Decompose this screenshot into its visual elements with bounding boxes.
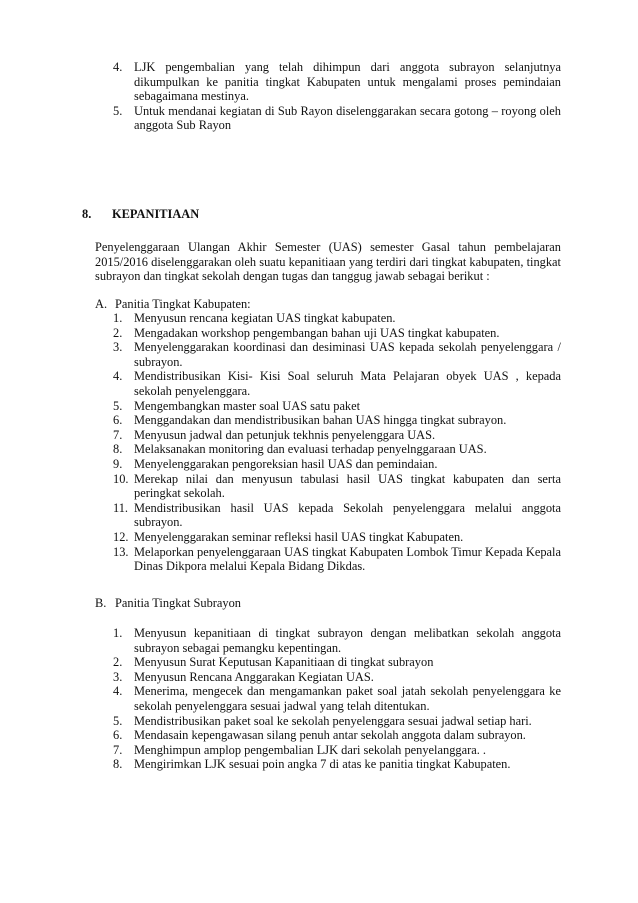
list-item (113, 670, 561, 685)
list-item (113, 530, 561, 545)
list-item-number: 9. (113, 456, 123, 471)
list-item (113, 714, 561, 729)
list-item (113, 684, 561, 713)
list-item (113, 728, 561, 743)
list-item-text: Menyelenggarakan pengoreksian hasil UAS dan pemindaian. (134, 456, 438, 471)
list-item (113, 545, 561, 574)
list-item (113, 626, 561, 655)
list-item (113, 655, 561, 670)
list-item-number: 5. (113, 103, 123, 118)
list-item (113, 472, 561, 501)
subsection-title: Panitia Tingkat Subrayon (115, 596, 241, 610)
list-item (113, 311, 561, 326)
list-item-text: Menggandakan dan mendistribusikan bahan UAS hingga tingkat subrayon. (134, 413, 507, 428)
list-item-number: 3. (113, 669, 123, 684)
list-item (113, 60, 561, 104)
list-item (113, 442, 561, 457)
list-item-text: Melaksanakan monitoring dan evaluasi terhadap penyelnggaraan UAS. (134, 442, 487, 457)
list-item (113, 757, 561, 772)
list-item (113, 399, 561, 414)
list-item-text: Mendistribusikan Kisi- Kisi Soal seluruh Mata Pelajaran obyek UAS , kepada sekolah penyelenggara. (134, 369, 561, 398)
subsection-heading-b (95, 596, 241, 611)
list-item-number: 3. (113, 340, 123, 355)
list-item-number: 1. (113, 311, 123, 325)
list-item-text: Menyelenggarakan koordinasi dan desiminasi UAS kepada sekolah penyelenggara / subrayon. (134, 340, 561, 369)
subsection-letter: A. (95, 297, 108, 311)
section-heading (82, 207, 199, 222)
list-item (113, 340, 561, 369)
list-item-number: 4. (113, 369, 123, 384)
list-item-number: 4. (113, 684, 123, 699)
subsection-letter: B. (95, 596, 107, 610)
list-item-number: 11. (113, 500, 129, 515)
list-item-text: Menyusun Rencana Anggarakan Kegiatan UAS. (134, 669, 374, 684)
list-item-number: 4. (113, 60, 123, 74)
list-item-number: 8. (113, 757, 123, 772)
list-item (113, 326, 561, 341)
section-intro-paragraph: Penyelenggaraan Ulangan Akhir Semester (UAS) semester Gasal tahun pembelajaran 2015/2016 diselenggarakan oleh suatu kepanitiaan yang terdiri dari tingkat kabupaten, tingkat subrayon dan tingkat sekolah dengan tugas dan tanggug jawab sebagai berikut : (95, 240, 561, 284)
list-item (113, 369, 561, 398)
list-item-text: Menyusun kepanitiaan di tingkat subrayon dengan melibatkan sekolah anggota subrayon sebagai pemangku kepentingan. (134, 626, 561, 655)
panitia-kabupaten-list (113, 311, 561, 574)
list-item-text: Merekap nilai dan menyusun tabulasi hasil UAS tingkat kabupaten dan serta peringkat sekolah. (134, 471, 561, 501)
list-item-number: 2. (113, 325, 123, 340)
list-item-text: Melaporkan penyelenggaraan UAS tingkat Kabupaten Lombok Timur Kepada Kepala Dinas Dikpora melalui Kepala Bidang Dikdas. (134, 544, 561, 574)
panitia-subrayon-list (113, 626, 561, 772)
list-item-number: 5. (113, 713, 123, 728)
list-item-number: 10. (113, 471, 129, 486)
list-item-text: Mendasain kepengawasan silang penuh antar sekolah anggota dalam subrayon. (134, 728, 526, 743)
list-item-text: Mendistribusikan hasil UAS kepada Sekolah penyelenggara melalui anggota subrayon. (134, 500, 561, 530)
list-item-text: Menyelenggarakan seminar refleksi hasil UAS tingkat Kabupaten. (134, 529, 464, 544)
list-item-text: Mendistribusikan paket soal ke sekolah penyelenggara sesuai jadwal setiap hari. (134, 713, 532, 728)
list-item (113, 104, 561, 133)
continued-list (113, 60, 561, 133)
list-item-text: Menerima, mengecek dan mengamankan paket soal jatah sekolah penyelenggara ke sekolah penyelenggara sesuai jadwal yang telah ditentukan. (134, 684, 561, 713)
list-item-text: Menghimpun amplop pengembalian LJK dari sekolah penyelanggara. . (134, 742, 487, 757)
list-item-number: 6. (113, 728, 123, 743)
list-item (113, 743, 561, 758)
list-item-text: Mengirimkan LJK sesuai poin angka 7 di atas ke panitia tingkat Kabupaten. (134, 757, 511, 772)
subsection-heading-a (95, 297, 251, 312)
list-item-number: 7. (113, 742, 123, 757)
list-item-text: LJK pengembalian yang telah dihimpun dari anggota subrayon selanjutnya dikumpulkan ke panitia tingkat Kabupaten untuk mengalami proses pemindaian sebagaimana mestinya. (134, 60, 561, 104)
list-item-text: Menyusun jadwal dan petunjuk tekhnis penyelenggara UAS. (134, 427, 436, 442)
list-item-text: Mengembangkan master soal UAS satu paket (134, 398, 361, 413)
list-item (113, 413, 561, 428)
list-item-text: Untuk mendanai kegiatan di Sub Rayon diselenggarakan secara gotong – royong oleh anggota Sub Rayon (134, 103, 561, 133)
list-item (113, 457, 561, 472)
list-item-text: Mengadakan workshop pengembangan bahan uji UAS tingkat kabupaten. (134, 325, 500, 340)
list-item-number: 2. (113, 655, 123, 670)
list-item-number: 12. (113, 529, 129, 544)
list-item (113, 428, 561, 443)
list-item-number: 5. (113, 398, 123, 413)
section-title: KEPANITIAAN (112, 207, 200, 221)
list-item-number: 1. (113, 626, 123, 640)
list-item-number: 13. (113, 544, 129, 559)
list-item (113, 501, 561, 530)
section-number: 8. (82, 207, 92, 221)
list-item-number: 7. (113, 427, 123, 442)
subsection-title: Panitia Tingkat Kabupaten: (115, 297, 251, 311)
list-item-text: Menyusun rencana kegiatan UAS tingkat kabupaten. (134, 311, 396, 325)
list-item-text: Menyusun Surat Keputusan Kapanitiaan di tingkat subrayon (134, 655, 434, 670)
list-item-number: 6. (113, 413, 123, 428)
list-item-number: 8. (113, 442, 123, 457)
